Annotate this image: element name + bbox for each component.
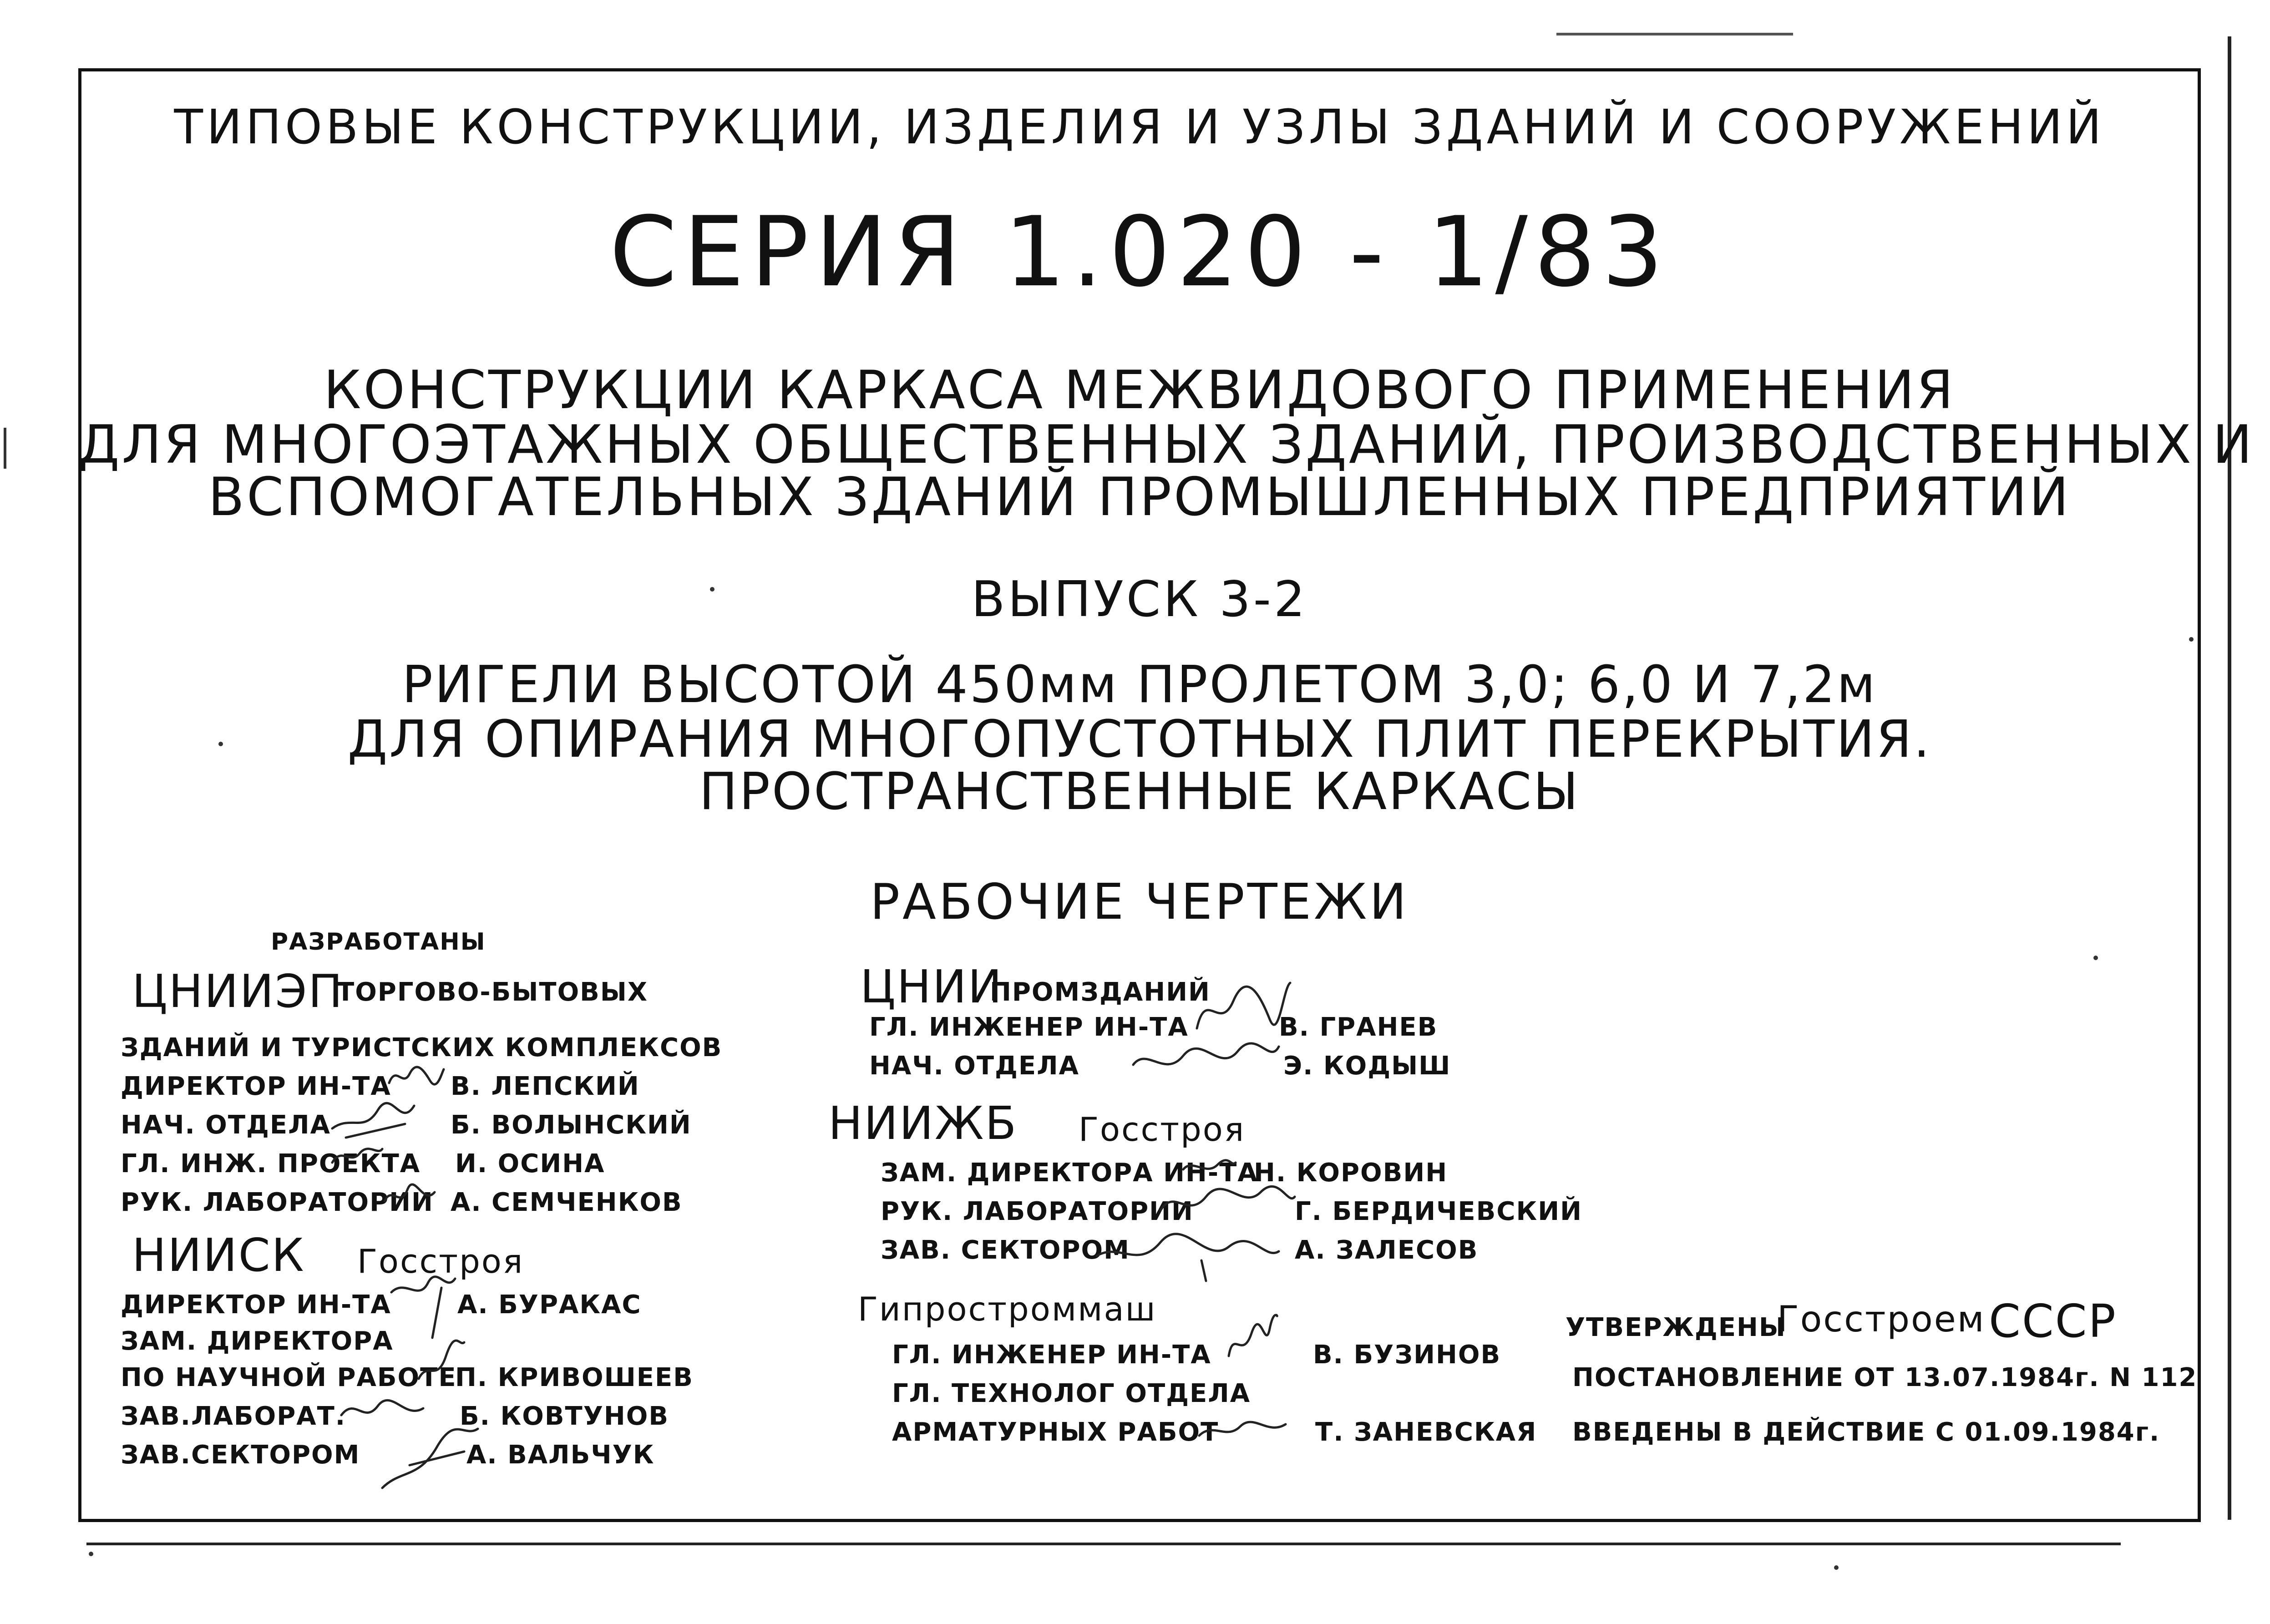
signatory-name: А. СЕМЧЕНКОВ	[451, 1188, 683, 1217]
signatory-name: А. ЗАЛЕСОВ	[1295, 1235, 1479, 1265]
signature-buzinov	[1220, 1310, 1283, 1370]
signatory-role: ДИРЕКТОР ИН-ТА	[121, 1290, 391, 1320]
signatory-name: В. БУЗИНОВ	[1313, 1340, 1501, 1370]
signatory-role: ЗАВ.ЛАБОРАТ.	[121, 1401, 346, 1431]
org-tsniiep: ЦНИИЭП	[132, 965, 344, 1018]
signatory-name: Т. ЗАНЕВСКАЯ	[1315, 1417, 1537, 1447]
left-margin-tick	[4, 428, 6, 469]
org-niizhb-sub: Госстроя	[1079, 1110, 1246, 1148]
signature-zanevskaya	[1195, 1411, 1290, 1447]
beams-line-1: РИГЕЛИ ВЫСОТОЙ 450мм ПРОЛЕТОМ 3,0; 6,0 И 7,2м	[402, 655, 1877, 714]
signatory-role: ПО НАУЧНОЙ РАБОТЕ	[121, 1363, 457, 1392]
signatory-name: В. ГРАНЕВ	[1279, 1012, 1438, 1042]
signatory-role: ГЛ. ИНЖ. ПРОЕКТА	[121, 1149, 421, 1179]
signatory-role: ГЛ. ИНЖЕНЕР ИН-ТА	[892, 1340, 1211, 1370]
signatory-name: А. БУРАКАС	[457, 1290, 642, 1320]
signatory-role: ДИРЕКТОР ИН-ТА	[121, 1072, 391, 1101]
signatory-role: ЗАВ.СЕКТОРОМ	[121, 1440, 360, 1470]
approval-authority: Госстроем	[1777, 1299, 1986, 1340]
approval-effective-date: ВВЕДЕНЫ В ДЕЙСТВИЕ С 01.09.1984г.	[1572, 1417, 2160, 1447]
right-rule	[2228, 36, 2231, 1520]
org-niizhb: НИИЖБ	[828, 1097, 1018, 1150]
approval-country: СССР	[1989, 1295, 2117, 1348]
signatory-role: НАЧ. ОТДЕЛА	[121, 1110, 331, 1140]
signatory-name: Э. КОДЫШ	[1283, 1051, 1451, 1081]
signature-berdichevsky	[1156, 1183, 1297, 1224]
signatory-role: ЗАМ. ДИРЕКТОРА ИН-ТА	[881, 1158, 1258, 1188]
org-niisk-sub: Госстроя	[357, 1242, 524, 1280]
signatory-name: И. ОСИНА	[455, 1149, 605, 1179]
org-tsnii: ЦНИИ	[860, 960, 1003, 1013]
description-line-1: КОНСТРУКЦИИ КАРКАСА МЕЖВИДОВОГО ПРИМЕНЕНИЯ	[324, 359, 1956, 421]
signatory-role: ЗАМ. ДИРЕКТОРА	[121, 1326, 394, 1356]
signatory-role: ЗАВ. СЕКТОРОМ	[881, 1235, 1130, 1265]
signature-osina	[328, 1138, 387, 1169]
signatory-role: ГЛ. ИНЖЕНЕР ИН-ТА	[869, 1012, 1189, 1042]
signatory-role: НАЧ. ОТДЕЛА	[869, 1051, 1080, 1081]
signatory-name: Г. БЕРДИЧЕВСКИЙ	[1295, 1197, 1582, 1226]
org-tsniiep-sub: ТОРГОВО-БЫТОВЫХ	[337, 977, 649, 1007]
bottom-rule	[86, 1543, 2121, 1545]
signatory-name: Б. ВОЛЫНСКИЙ	[451, 1110, 692, 1140]
description-line-2: ДЛЯ МНОГОЭТАЖНЫХ ОБЩЕСТВЕННЫХ ЗДАНИЙ, ПРОИЗВОДСТВЕННЫХ И	[78, 414, 2255, 476]
beams-line-3: ПРОСТРАНСТВЕННЫЕ КАРКАСЫ	[699, 762, 1580, 821]
scan-speck	[2189, 637, 2194, 642]
signature-lepsky	[387, 1060, 446, 1092]
signatory-role: ГЛ. ТЕХНОЛОГ ОТДЕЛА	[892, 1379, 1251, 1408]
work-drawings-title: РАБОЧИЕ ЧЕРТЕЖИ	[870, 874, 1409, 931]
signatory-role: РУК. ЛАБОРАТОРИИ	[121, 1188, 434, 1217]
signatory-role: РУК. ЛАБОРАТОРИИ	[881, 1197, 1194, 1226]
signature-krivosheev	[410, 1338, 469, 1388]
signature-zalesov	[1092, 1224, 1283, 1283]
signatory-name: Б. КОВТУНОВ	[460, 1401, 669, 1431]
signature-valchuk	[373, 1420, 482, 1497]
signature-kodysh	[1129, 1037, 1283, 1088]
approval-label: УТВЕРЖДЕНЫ	[1566, 1313, 1786, 1342]
approval-decree: ПОСТАНОВЛЕНИЕ ОТ 13.07.1984г. N 112	[1572, 1363, 2198, 1392]
header-title: ТИПОВЫЕ КОНСТРУКЦИИ, ИЗДЕЛИЯ И УЗЛЫ ЗДАНИЙ И СООРУЖЕНИЙ	[174, 99, 2105, 155]
description-line-3: ВСПОМОГАТЕЛЬНЫХ ЗДАНИЙ ПРОМЫШЛЕННЫХ ПРЕДПРИЯТИЙ	[208, 466, 2071, 528]
series-number: СЕРИЯ 1.020 - 1/83	[609, 196, 1670, 308]
beams-line-2: ДЛЯ ОПИРАНИЯ МНОГОПУСТОТНЫХ ПЛИТ ПЕРЕКРЫТИЯ.	[347, 710, 1932, 769]
signature-semchenkov	[380, 1179, 439, 1210]
org-giprostrommash: Гипростроммаш	[858, 1290, 1157, 1328]
scan-speck	[710, 587, 714, 592]
scan-speck	[1834, 1565, 1839, 1570]
signatory-name: Н. КОРОВИН	[1254, 1158, 1448, 1188]
signatory-role: АРМАТУРНЫХ РАБОТ	[892, 1417, 1219, 1447]
signatory-name: В. ЛЕПСКИЙ	[451, 1072, 640, 1101]
signature-burakas	[387, 1274, 464, 1342]
signature-granev	[1192, 978, 1292, 1047]
scan-speck	[218, 742, 223, 746]
org-tsnii-sub: ПРОМЗДАНИЙ	[990, 977, 1211, 1007]
top-edge-mark	[1556, 33, 1793, 35]
org-niisk: НИИСК	[132, 1229, 305, 1282]
scan-speck	[2093, 956, 2098, 960]
signature-volynsky	[328, 1097, 419, 1142]
signature-korovin	[1179, 1151, 1238, 1183]
signatory-name: А. ВАЛЬЧУК	[466, 1440, 655, 1470]
org-tsniiep-sub2: ЗДАНИЙ И ТУРИСТСКИХ КОМПЛЕКСОВ	[121, 1033, 723, 1062]
issue-number: ВЫПУСК 3-2	[971, 571, 1308, 628]
signatory-name: П. КРИВОШЕЕВ	[455, 1363, 694, 1392]
scan-speck	[89, 1552, 93, 1556]
developed-label: РАЗРАБОТАНЫ	[271, 928, 486, 956]
